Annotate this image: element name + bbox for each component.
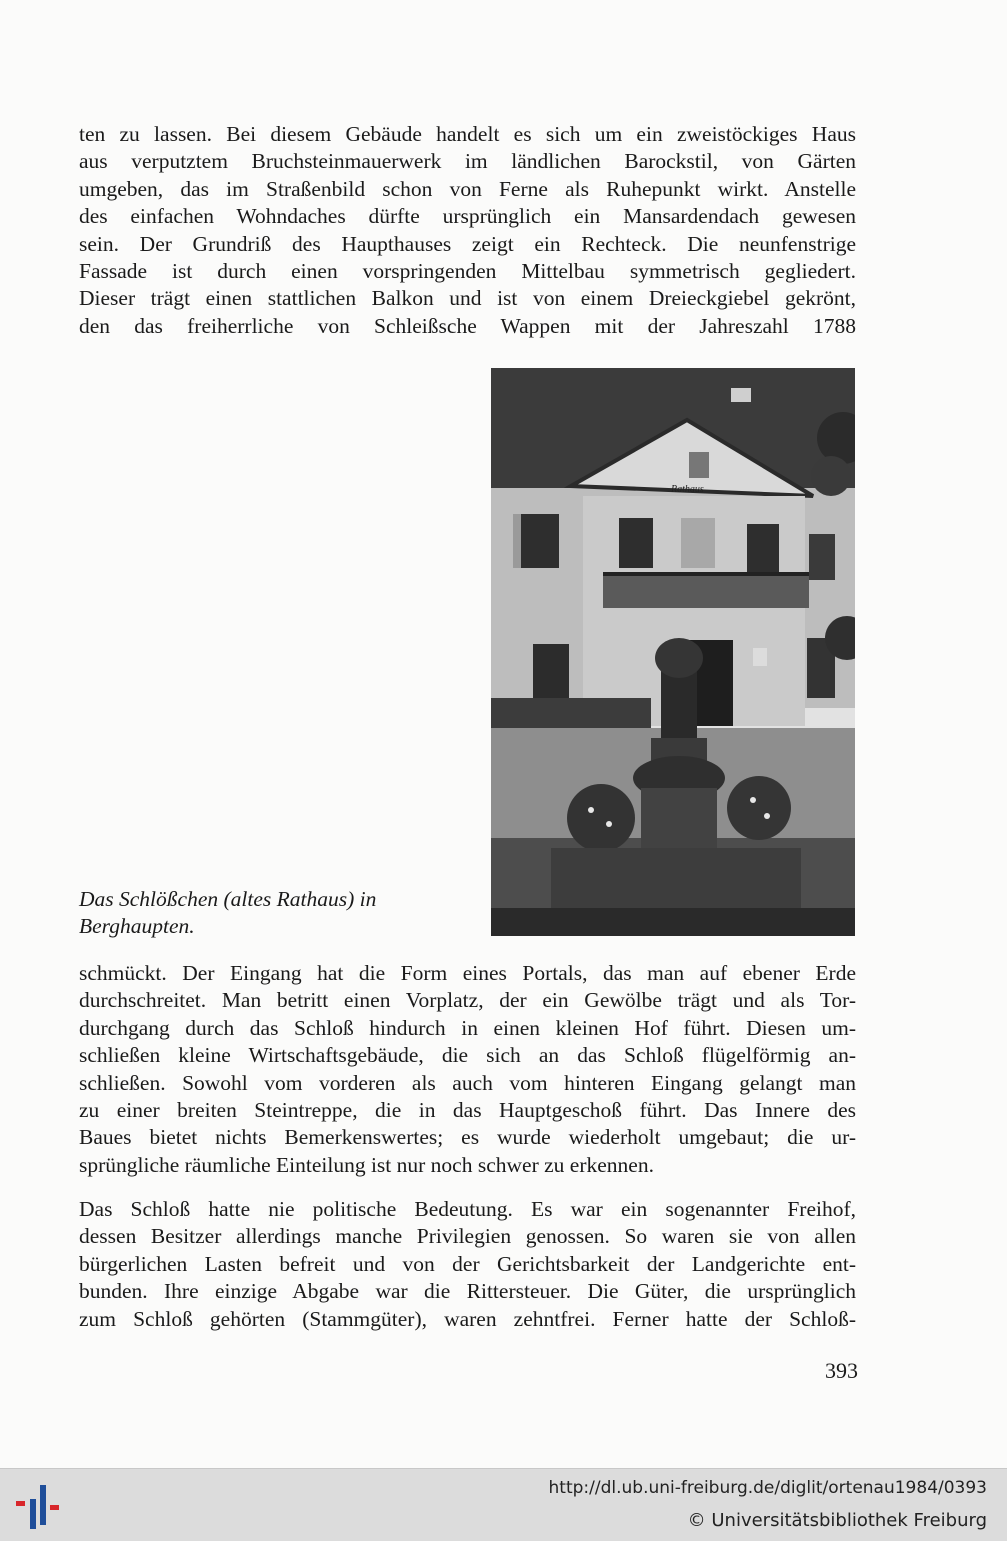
text-line: zum Schloß gehörten (Stammgüter), waren zehntfrei. Ferner hatte der Schloß- — [79, 1306, 856, 1331]
university-library-logo-icon — [12, 1479, 64, 1533]
caption-line: Das Schlößchen (altes Rathaus) in — [79, 887, 377, 911]
text-line: schließen kleine Wirtschaftsgebäude, die sich an das Schloß flügelförmig an- — [79, 1043, 856, 1068]
body-paragraph-3 — [79, 1196, 856, 1333]
document-url-link[interactable]: http://dl.ub.uni-freiburg.de/diglit/ortenau1984/0393 — [548, 1478, 987, 1498]
text-line: umgeben, das im Straßenbild schon von Ferne als Ruhepunkt wirkt. Anstelle — [79, 176, 856, 201]
text-line: bürgerlichen Lasten befreit und von der Gerichtsbarkeit der Landgerichte ent- — [79, 1251, 856, 1276]
body-paragraph-1 — [79, 121, 856, 340]
text-line: Fassade ist durch einen vorspringenden Mittelbau symmetrisch gegliedert. — [79, 259, 856, 284]
photo-illustration — [491, 368, 855, 936]
sign-text: Rathaus — [671, 484, 704, 495]
text-line: durchschreitet. Man betritt einen Vorplatz, der ein Gewölbe trägt und als Tor- — [79, 988, 856, 1013]
text-line: ten zu lassen. Bei diesem Gebäude handelt es sich um ein zweistöckiges Haus — [79, 122, 856, 146]
caption-line: Berghaupten. — [79, 914, 195, 938]
text-line: bunden. Ihre einzige Abgabe war die Rittersteuer. Die Güter, die ursprünglich — [79, 1279, 856, 1304]
text-line: den das freiherrliche von Schleißsche Wappen mit der Jahreszahl 1788 — [79, 313, 856, 338]
text-line: des einfachen Wohndaches dürfte ursprünglich ein Mansardendach gewesen — [79, 204, 856, 229]
text-line: schmückt. Der Eingang hat die Form eines Portals, das man auf ebener Erde — [79, 961, 856, 985]
text-line: dessen Besitzer allerdings manche Privilegien genossen. So waren sie von allen — [79, 1224, 856, 1249]
page-number: 393 — [825, 1358, 858, 1383]
text-line: sprüngliche räumliche Einteilung ist nur noch schwer zu erkennen. — [79, 1152, 654, 1177]
text-line: zu einer breiten Steintreppe, die in das Hauptgeschoß führt. Das Innere des — [79, 1098, 856, 1123]
copyright-notice: © Universitätsbibliothek Freiburg — [687, 1510, 987, 1531]
text-line: aus verputztem Bruchsteinmauerwerk im ländlichen Barockstil, von Gärten — [79, 149, 856, 174]
text-line: Dieser trägt einen stattlichen Balkon und ist von einem Dreieckgiebel gekrönt, — [79, 286, 856, 311]
figure-caption — [79, 886, 479, 940]
building-photo — [491, 368, 855, 936]
text-line: durchgang durch das Schloß hindurch in einen kleinen Hof führt. Diesen um- — [79, 1015, 856, 1040]
text-line: sein. Der Grundriß des Haupthauses zeigt ein Rechteck. Die neunfenstrige — [79, 231, 856, 256]
text-line: Baues bietet nichts Bemerkenswertes; es wurde wiederholt umgebaut; die ur- — [79, 1125, 856, 1150]
text-line: Das Schloß hatte nie politische Bedeutung. Es war ein sogenannter Freihof, — [79, 1197, 856, 1221]
viewer-footer — [0, 1468, 1007, 1541]
body-paragraph-2 — [79, 960, 856, 1179]
text-line: schließen. Sowohl vom vorderen als auch vom hinteren Eingang gelangt man — [79, 1070, 856, 1095]
